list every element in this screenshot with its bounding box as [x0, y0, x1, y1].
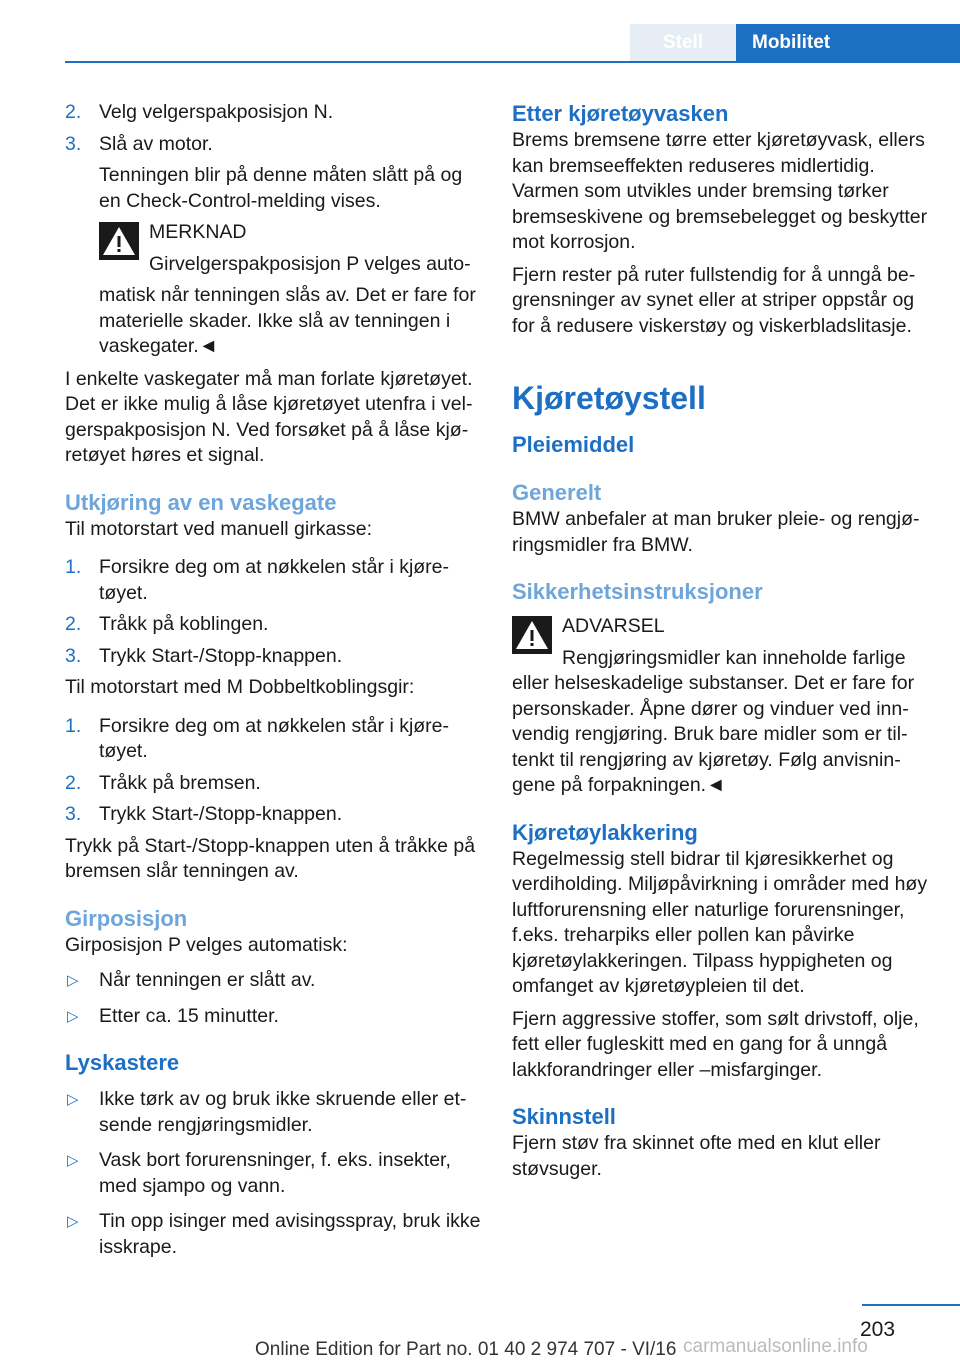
paragraph: Trykk på Start-/Stopp-knappen uten å tråkke på bremsen slår tenningen av.: [65, 834, 476, 882]
list-number: 3.: [65, 803, 82, 825]
paragraph: Regelmessig stell bidrar til kjøresikkerhet og verdiholding. Miljøpåvirkning i områder med høy luftforurensning eller naturlige forurensninger, f.eks. treharpiks eller pollen kan påvirke kjøretøylakkeringen. Tilpass hyppigheten og omfanget av kjøretøypleien til det.: [512, 847, 928, 997]
list-text: Tråkk på bremsen.: [99, 771, 261, 794]
list-continuation: Tenningen blir på denne måten slått på og en Check-Control-melding vises.: [99, 164, 463, 212]
list-number: 2.: [65, 613, 82, 635]
heading-skinnstell: Skinnstell: [512, 1104, 616, 1129]
paragraph: Fjern støv fra skinnet ofte med en klut eller støvsuger.: [512, 1132, 881, 1180]
warning-triangle-icon: [512, 616, 552, 654]
bullet-triangle-icon: ▷: [67, 1152, 79, 1169]
list-item: [65, 555, 485, 606]
left-column: [65, 100, 485, 1266]
warning-text: eller helseskadelige substanser. Det er fare for personskader. Åpne dører og vinduer ved innvendig rengjøring. Bruk bare midler som er tiltenkt til rengjøring av kjøretøy. Følg anvisningene på forpakningen.◄: [512, 672, 915, 796]
paragraph: BMW anbefaler at man bruker pleie- og rengjøringsmidler fra BMW.: [512, 508, 920, 556]
bullet-item: [65, 1148, 485, 1199]
tab-mobilitet: Mobilitet: [736, 24, 960, 62]
header-rule: [65, 61, 960, 63]
list-number: 3.: [65, 132, 82, 155]
list-item: [65, 802, 485, 828]
header-tabs: [630, 24, 960, 62]
heading-girposisjon: Girposisjon: [65, 905, 188, 931]
right-column: [512, 100, 932, 1189]
list-item: [65, 771, 485, 797]
list-text: Trykk Start-/Stopp-knappen.: [99, 803, 343, 825]
heading-lyskastere: Lyskastere: [65, 1050, 180, 1075]
list-item: [65, 132, 485, 158]
list-text: Tråkk på koblingen.: [99, 613, 269, 635]
paragraph: I enkelte vaskegater må man forlate kjøretøyet. Det er ikke mulig å låse kjøretøyet utenfra i velgerspakposisjon N. Ved forsøket på å låse kjøretøyet høres et signal.: [65, 367, 473, 466]
list-item: [65, 714, 485, 765]
footer-rule: [862, 1304, 960, 1306]
bullet-triangle-icon: ▷: [67, 1213, 79, 1230]
edition-text: Online Edition for Part no. 01 40 2 974 707 - VI/16: [255, 1339, 677, 1360]
note-first-line: Girvelgerspakposisjon P velges auto-: [149, 252, 471, 275]
warning-triangle-icon: [99, 222, 139, 260]
list-number: 2.: [65, 101, 82, 123]
note-title: MERKNAD: [149, 221, 247, 243]
heading-sikkerhet: Sikkerhetsinstruksjoner: [512, 579, 763, 604]
list-text: Slå av motor.: [99, 132, 213, 155]
list-number: 2.: [65, 771, 82, 794]
heading-generelt: Generelt: [512, 480, 602, 505]
list-text: Forsikre deg om at nøkkelen står i kjøretøyet.: [99, 556, 450, 604]
list-number: 1.: [65, 556, 82, 578]
warning-first-line: Rengjøringsmidler kan inneholde farlige: [562, 646, 906, 669]
note-text: matisk når tenningen slås av. Det er fare for materielle skader. Ikke slå av tenningen i vaskegater.◄: [99, 284, 476, 357]
warning-box: [512, 614, 932, 799]
list-item: [65, 644, 485, 670]
bullet-text: Tin opp isinger med avisingsspray, bruk ikke isskrape.: [99, 1210, 481, 1258]
watermark: carmanualsonline.info: [683, 1336, 868, 1357]
heading-etter-vask: Etter kjøretøyvasken: [512, 101, 729, 126]
paragraph: Til motorstart ved manuell girkasse:: [65, 517, 373, 540]
heading-utkjoring: Utkjøring av en vaskegate: [65, 489, 337, 515]
list-text: Velg velgerspakposisjon N.: [99, 101, 334, 123]
bullet-text: Ikke tørk av og bruk ikke skruende eller etsende rengjøringsmidler.: [99, 1088, 467, 1136]
warning-title: ADVARSEL: [562, 615, 665, 637]
tab-stell: Stell: [630, 24, 736, 62]
bullet-text: Vask bort forurensninger, f. eks. insekter, med sjampo og vann.: [99, 1149, 451, 1197]
page-number: 203: [860, 1318, 896, 1341]
heading-pleiemiddel: Pleiemiddel: [512, 432, 635, 457]
paragraph: Fjern aggressive stoffer, som sølt drivstoff, olje, fett eller fugleskitt med en gang for å unngå lakkforandringer eller –misfarginger.: [512, 1007, 919, 1081]
bullet-item: [65, 968, 485, 994]
paragraph: Til motorstart med M Dobbeltkoblingsgir:: [65, 676, 415, 698]
paragraph: Girposisjon P velges automatisk:: [65, 933, 348, 956]
heading-kjoretoystell: Kjøretøystell: [512, 380, 706, 416]
bullet-text: Etter ca. 15 minutter.: [99, 1004, 279, 1027]
paragraph: Fjern rester på ruter fullstendig for å unngå begrensninger av synet eller at striper oppstår og for å redusere viskerstøy og viskerbladslitasje.: [512, 263, 916, 337]
heading-lakkering: Kjøretøylakkering: [512, 819, 698, 845]
list-item: [65, 100, 485, 126]
bullet-triangle-icon: ▷: [67, 1091, 79, 1108]
list-text: Trykk Start-/Stopp-knappen.: [99, 644, 343, 667]
bullet-item: [65, 1087, 485, 1138]
bullet-text: Når tenningen er slått av.: [99, 969, 316, 991]
bullet-item: [65, 1209, 485, 1260]
note-box: [65, 220, 485, 360]
bullet-triangle-icon: ▷: [67, 972, 79, 989]
list-number: 1.: [65, 714, 82, 737]
paragraph: Brems bremsene tørre etter kjøretøyvask, ellers kan bremseeffekten reduseres midlertidig. Varmen som utvikles under bremsing tørker bremseskivene og bremsebelegget og beskytter mot korrosjon.: [512, 129, 928, 253]
list-text: Forsikre deg om at nøkkelen står i kjøretøyet.: [99, 714, 450, 762]
list-item: [65, 612, 485, 638]
list-number: 3.: [65, 644, 82, 667]
bullet-triangle-icon: ▷: [67, 1007, 79, 1025]
bullet-item: [65, 1004, 485, 1030]
